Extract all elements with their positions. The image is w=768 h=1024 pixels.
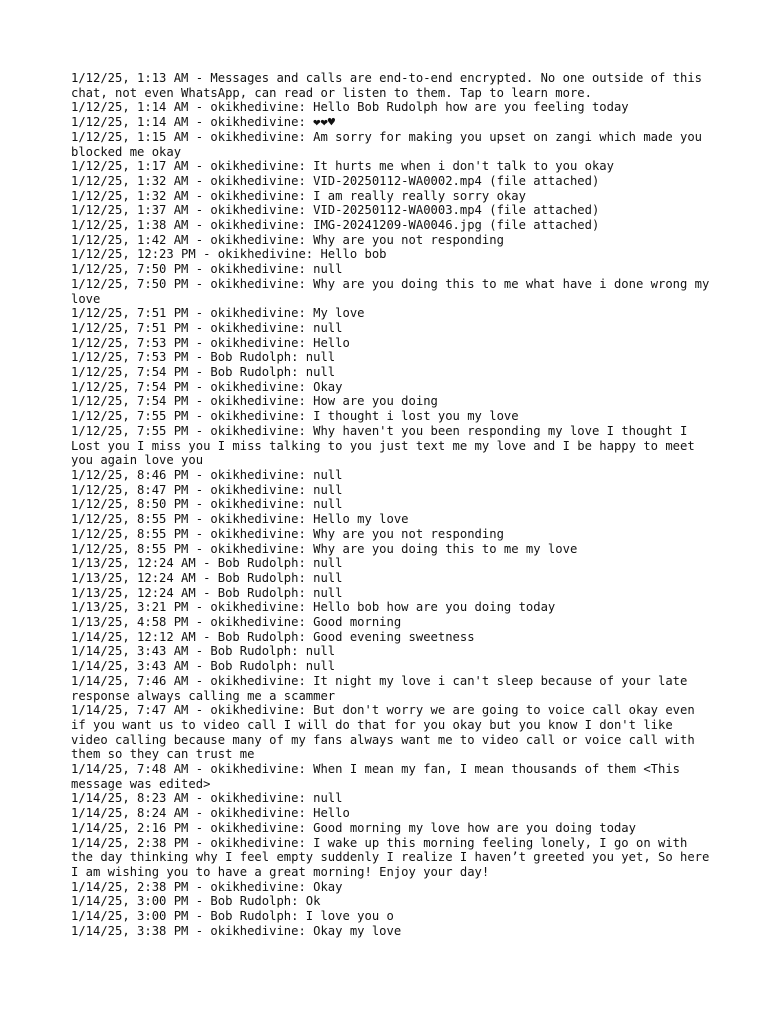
message-line: 1/14/25, 8:23 AM - okikhedivine: null bbox=[71, 791, 343, 806]
message-line: 1/14/25, 12:12 AM - Bob Rudolph: Good evening sweetness bbox=[71, 629, 475, 644]
message-line: 1/12/25, 8:46 PM - okikhedivine: null bbox=[71, 467, 343, 482]
message-line: 1/12/25, 1:42 AM - okikhedivine: Why are you not responding bbox=[71, 232, 504, 247]
message-line: 1/12/25, 12:23 PM - okikhedivine: Hello bob bbox=[71, 247, 387, 262]
message-line: 1/12/25, 7:51 PM - okikhedivine: null bbox=[71, 320, 343, 335]
message-line: 1/13/25, 12:24 AM - Bob Rudolph: null bbox=[71, 556, 343, 571]
message-line: 1/14/25, 2:38 PM - okikhedivine: Okay bbox=[71, 879, 343, 894]
message-line: 1/12/25, 1:32 AM - okikhedivine: I am really really sorry okay bbox=[71, 188, 526, 203]
message-line: 1/12/25, 8:47 PM - okikhedivine: null bbox=[71, 482, 343, 497]
message-line: 1/12/25, 7:54 PM - Bob Rudolph: null bbox=[71, 365, 336, 380]
message-line: 1/13/25, 12:24 AM - Bob Rudolph: null bbox=[71, 570, 343, 585]
message-line: 1/12/25, 1:38 AM - okikhedivine: IMG-20241209-WA0046.jpg (file attached) bbox=[71, 218, 600, 233]
message-line: 1/14/25, 3:00 PM - Bob Rudolph: I love you o bbox=[71, 909, 394, 924]
message-line: 1/12/25, 1:17 AM - okikhedivine: It hurts me when i don't talk to you okay bbox=[71, 159, 614, 174]
message-line: 1/14/25, 7:48 AM - okikhedivine: When I mean my fan, I mean thousands of them <This message was edited> bbox=[71, 762, 688, 791]
message-line: 1/14/25, 7:47 AM - okikhedivine: But don't worry we are going to voice call okay even if you want us to video call I will do that for you okay but you know I don't like video calling because many of my fans always want me to video call or voice call with them so they can trust me bbox=[71, 703, 703, 762]
message-line: 1/12/25, 7:53 PM - Bob Rudolph: null bbox=[71, 350, 336, 365]
message-line: 1/12/25, 8:50 PM - okikhedivine: null bbox=[71, 497, 343, 512]
message-line: 1/12/25, 1:14 AM - okikhedivine: Hello Bob Rudolph how are you feeling today bbox=[71, 100, 629, 115]
message-line: 1/14/25, 3:38 PM - okikhedivine: Okay my love bbox=[71, 923, 402, 938]
message-line: 1/12/25, 1:15 AM - okikhedivine: Am sorry for making you upset on zangi which made you blocked me okay bbox=[71, 129, 710, 159]
message-line: 1/12/25, 7:50 PM - okikhedivine: Why are you doing this to me what have i done wrong my love bbox=[71, 276, 717, 306]
message-line: 1/14/25, 3:43 AM - Bob Rudolph: null bbox=[71, 644, 336, 659]
message-line: 1/12/25, 1:32 AM - okikhedivine: VID-20250112-WA0002.mp4 (file attached) bbox=[71, 173, 600, 188]
message-line: 1/12/25, 7:55 PM - okikhedivine: I thought i lost you my love bbox=[71, 409, 519, 424]
message-line: 1/12/25, 7:50 PM - okikhedivine: null bbox=[71, 262, 343, 277]
message-line: 1/12/25, 7:53 PM - okikhedivine: Hello bbox=[71, 335, 350, 350]
message-line: 1/12/25, 8:55 PM - okikhedivine: Why are you not responding bbox=[71, 526, 504, 541]
message-line: 1/14/25, 3:43 AM - Bob Rudolph: null bbox=[71, 659, 336, 674]
message-line: 1/13/25, 4:58 PM - okikhedivine: Good morning bbox=[71, 615, 402, 630]
chat-export-text bbox=[71, 71, 717, 938]
message-list bbox=[71, 71, 717, 938]
message-line: 1/13/25, 12:24 AM - Bob Rudolph: null bbox=[71, 585, 343, 600]
message-line: 1/12/25, 7:51 PM - okikhedivine: My love bbox=[71, 306, 365, 321]
message-line: 1/14/25, 2:16 PM - okikhedivine: Good morning my love how are you doing today bbox=[71, 820, 636, 835]
message-line: 1/12/25, 7:54 PM - okikhedivine: Okay bbox=[71, 379, 343, 394]
message-line: 1/12/25, 7:55 PM - okikhedivine: Why haven't you been responding my love I thought I Lost you I miss you I miss talking to you just text me my love and I be happy to meet you again love you bbox=[71, 423, 703, 468]
message-line: 1/13/25, 3:21 PM - okikhedivine: Hello bob how are you doing today bbox=[71, 600, 556, 615]
message-line: 1/12/25, 7:54 PM - okikhedivine: How are you doing bbox=[71, 394, 438, 409]
message-line: 1/12/25, 1:13 AM - Messages and calls are end-to-end encrypted. No one outside of this chat, not even WhatsApp, can read or listen to them. Tap to learn more. bbox=[71, 71, 710, 100]
message-line: 1/14/25, 8:24 AM - okikhedivine: Hello bbox=[71, 806, 350, 821]
message-line: 1/12/25, 8:55 PM - okikhedivine: Hello my love bbox=[71, 512, 409, 527]
message-line: 1/14/25, 2:38 PM - okikhedivine: I wake up this morning feeling lonely, I go on with the day thinking why I feel empty suddenly I realize I haven’t greeted you yet, So here I am wishing you to have a great morning! Enjoy your day! bbox=[71, 835, 717, 879]
message-line: 1/12/25, 8:55 PM - okikhedivine: Why are you doing this to me my love bbox=[71, 541, 578, 556]
message-line: 1/14/25, 3:00 PM - Bob Rudolph: Ok bbox=[71, 894, 321, 909]
message-line: 1/14/25, 7:46 AM - okikhedivine: It night my love i can't sleep because of your late response always calling me a scammer bbox=[71, 673, 695, 703]
message-line: 1/12/25, 1:14 AM - okikhedivine: ❤❤♥ bbox=[71, 115, 336, 130]
message-line: 1/12/25, 1:37 AM - okikhedivine: VID-20250112-WA0003.mp4 (file attached) bbox=[71, 203, 600, 218]
